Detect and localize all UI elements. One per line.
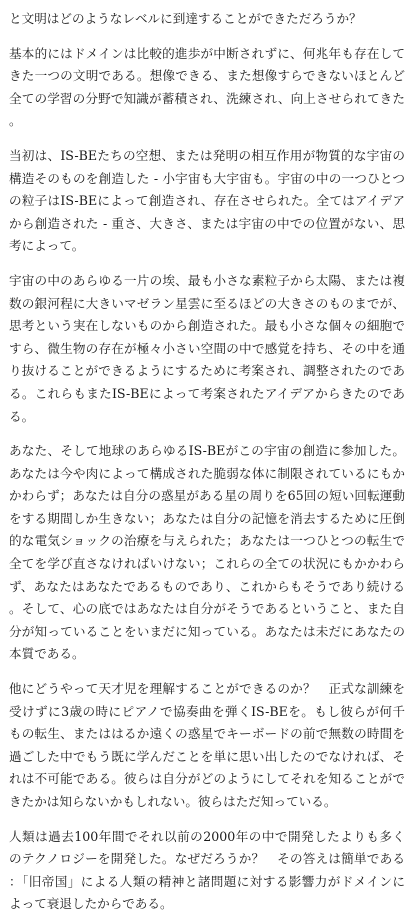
paragraph-1: と文明はどのようなレベルに到達することができただろうか？ — [9, 11, 362, 26]
paragraph-4: 宇宙の中のあらゆる一片の埃、最も小さな素粒子から太陽、または複数の銀河程に大きいマゼラン星雲に至るほどの大きさのものまでが、思考という実在しないものから創造された。最も小さな個々の細胞ですら、微生物の存在が極々小さい空間の中で感覚を持ち、その中を通り抜けることができるようにするために考案され、調整されたのである。これらもまたIS-BEによって考案されたアイデアからきたのである。 — [9, 272, 406, 424]
paragraph-2: 基本的にはドメインは比較的進歩が中断されずに、何兆年も存在してきた一つの文明である。想像できる、また想像すらできないほとんど全ての学習の分野で知識が蓄積され、洗練され、向上させられてきた。 — [9, 45, 405, 129]
paragraph-3: 当初は、IS-BEたちの空想、または発明の相互作用が物質的な宇宙の構造そのものを創造した - 小宇宙も大宇宙も。宇宙の中の一つひとつの粒子はIS-BEによって創造され、存在させられた。全てはアイデアから創造された - 重さ、大きさ、または宇宙の中での位置がない、思考によって。 — [9, 147, 405, 254]
paragraph-7: 人類は過去100年間でそれ以前の2000年の中で開発したよりも多くのテクノロジーを開発した。なぜだろうか？ その答えは簡単である：「旧帝国」による人類の精神と諸問題に対する影響力がドメインによって衰退したからである。 — [9, 828, 405, 912]
paragraph-6: 他にどうやって天才児を理解することができるのか？ 正式な訓練を受けずに3歳の時にピアノで協奏曲を弾くIS-BEを。もし彼らが何千もの転生、またははるか遠くの惑星でキーボードの前で無数の時間を過ごした中でもう既に学んだことを単に思い出したのでなければ、それは不可能である。彼らは自分がどのようにしてそれを知ることができたかは知らないかもしれない。彼らはただ知っている。 — [9, 681, 406, 809]
paragraph-5: あなた、そして地球のあらゆるIS-BEがこの宇宙の創造に参加した。あなたは今や肉によって構成された脆弱な体に制限されているにもかかわらず；あなたは自分の惑星がある星の周りを65回の短い回転運動をする期間しか生きない；あなたは自分の記憶を消去するために圧倒的な電気ショックの治療を与えられた；あなたは一つひとつの転生で全てを学び直さなければいけない；これらの全ての状況にもかかわらず、あなたはあなたであるものであり、これからもそうであり続ける。そして、心の底ではあなたは自分がそうであるということ、また自分が知っていることをいまだに知っている。あなたは未だにあなたの本質である。 — [9, 443, 405, 662]
